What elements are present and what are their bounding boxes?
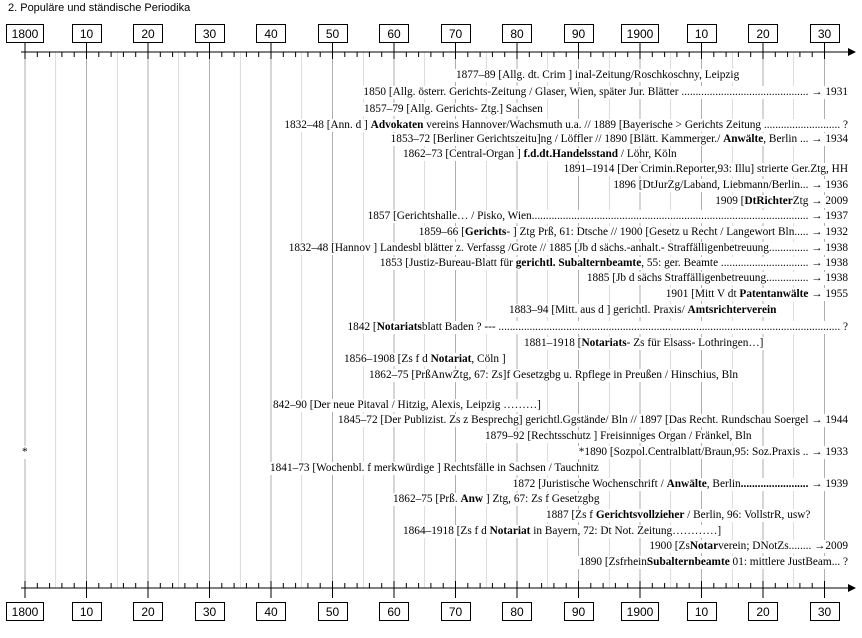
entry-text: verein; DNotZs........ →2009 — [718, 540, 848, 552]
entry-text: → 1955 — [808, 288, 848, 300]
entry-highlight: Subalternbeamte — [646, 556, 730, 568]
axis-arrow-icon — [848, 584, 856, 592]
periodical-entry — [347, 321, 849, 334]
periodical-entry — [283, 119, 849, 132]
periodical-entry — [367, 210, 849, 223]
entry-highlight: Gerichtsvollzieher — [595, 509, 685, 521]
periodical-entry — [578, 556, 849, 569]
entry-text: 1887 [Zs f — [546, 509, 596, 521]
entry-highlight: Advokaten — [370, 119, 424, 131]
entry-highlight: Notar — [689, 540, 719, 552]
year-label-20: 20 — [133, 24, 163, 43]
entry-text: , Berlin — [706, 478, 741, 490]
entry-text: 1862–75 [Prß. — [393, 493, 461, 505]
entry-text: 1856–1908 [Zs f d — [344, 353, 431, 365]
entry-text: 1896 [DtJurZg/Laband, Liebmann/Berlin... → 1936 — [613, 179, 848, 191]
entry-text: - Zs für Elsass- Lothringen…] — [626, 337, 764, 349]
year-label-50: 50 — [318, 602, 348, 621]
periodical-entry — [368, 369, 739, 382]
entry-text: , Berlin ... → 1934 — [763, 133, 848, 145]
periodical-entry — [362, 86, 849, 99]
entry-highlight: Notariats — [376, 321, 422, 333]
entry-text: 1883–94 [Mitt. aus d ] gerichtl. Praxis/ — [509, 304, 688, 316]
entry-highlight: DtRichter — [744, 195, 793, 207]
periodical-entry — [418, 226, 849, 239]
entry-text: 1890 [Zsfrhein — [579, 556, 647, 568]
year-label-30: 30 — [195, 24, 225, 43]
entry-text: → 1939 — [808, 478, 848, 490]
entry-highlight: Patentanwälte — [739, 288, 809, 300]
year-label-80: 80 — [502, 24, 532, 43]
year-label-90: 90 — [564, 602, 594, 621]
entry-text: 1891–1914 [Der Crimin.Reporter,93: Illu] strierte Ger.Ztg, HH — [563, 163, 848, 175]
axis-arrow-icon — [848, 48, 856, 56]
entry-text: 1877–89 [Allg. dt. Crim ] inal-Zeitung/Roschkoschny, Leipzig — [456, 69, 740, 81]
entry-highlight: Notariat — [430, 353, 472, 365]
entry-text: 1900 [Zs — [649, 540, 690, 552]
periodical-entry — [512, 478, 849, 491]
periodical-entry — [337, 414, 849, 427]
periodical-entry — [508, 304, 777, 317]
periodical-entry — [523, 337, 764, 350]
entry-text: *1890 [Sozpol.Centralblatt/Braun,95: Soz.Praxis .. → 1933 — [578, 446, 848, 458]
entry-highlight: Notariat — [489, 525, 531, 537]
entry-highlight: f.d.dt.Handelsstand — [523, 148, 619, 160]
periodical-entry — [612, 179, 849, 192]
year-label-40: 40 — [256, 24, 286, 43]
periodical-entry — [455, 69, 740, 82]
periodical-entry — [586, 272, 849, 285]
entry-text: 842–90 [Der neue Pitaval / Hitzig, Alexis, Leipzig ………] — [273, 399, 541, 411]
year-label-1800: 1800 — [6, 24, 44, 43]
year-label-50: 50 — [318, 24, 348, 43]
entry-text: / Löhr, Köln — [618, 148, 677, 160]
periodical-entry — [363, 103, 544, 116]
year-label-1900: 1900 — [621, 602, 659, 621]
year-label-30: 30 — [810, 602, 840, 621]
entry-text: 1853–72 [Berliner Gerichtszeitu]ng / Löffler // 1890 [Blätt. Kammerger./ — [390, 133, 724, 145]
entry-text: 1864–1918 [Zs f d — [403, 525, 490, 537]
year-label-40: 40 — [256, 602, 286, 621]
entry-text: 1842 [ — [347, 321, 377, 333]
entry-text: 1901 [Mitt V dt — [665, 288, 740, 300]
periodical-entry — [343, 353, 507, 366]
entry-text: blatt Baden ? --- ......................................................................................................................... ? — [421, 321, 848, 333]
periodical-entry — [21, 446, 29, 459]
entry-text: 1872 [Juristische Wochenschrift / — [512, 478, 667, 490]
year-label-20: 20 — [748, 24, 778, 43]
entry-highlight: Anwälte — [723, 133, 764, 145]
entry-text: 1857 [Gerichtshalle… / Pisko, Wien.................................................................................................. → 1937 — [367, 210, 848, 222]
periodical-entry — [714, 195, 849, 208]
entry-text: 1909 [ — [715, 195, 745, 207]
periodical-entry — [379, 257, 849, 270]
entry-highlight: gerichtl. Subalternbeamte — [515, 257, 642, 269]
entry-text: ] Ztg, 67: Zs f Gesetzgbg — [483, 493, 600, 505]
entry-text: vereins Hannover/Wachsmuth u.a. // 1889 [Bayerische > Gerichts Zeitung ........................... ? — [423, 119, 848, 131]
year-label-30: 30 — [810, 24, 840, 43]
entry-highlight: Notariats — [581, 337, 627, 349]
year-label-70: 70 — [441, 602, 471, 621]
entry-text: 1862–75 [PrßAnwZtg, 67: Zs]f Gesetzgbg u. Rpflege in Preußen / Hinschius, Bln — [369, 369, 738, 381]
entry-text: 1885 [Jb d sächs Straffälligenbetreuung............... → 1938 — [586, 272, 848, 284]
entry-text: , 55: ger. Beamte ............................... → 1938 — [641, 257, 848, 269]
periodical-entry — [269, 462, 600, 475]
periodical-entry — [648, 540, 849, 553]
periodical-entry — [392, 493, 600, 506]
entry-highlight: Anwälte — [666, 478, 707, 490]
entry-highlight: Gerichts — [464, 226, 507, 238]
entry-text: 1857–79 [Allg. Gerichts- Ztg.] Sachsen — [364, 103, 543, 115]
entry-highlight: Anw — [460, 493, 484, 505]
entry-text: - ] Ztg Prß, 61: Dtsche // 1900 [Gesetz u Recht / Langewort Bln..... → 1932 — [506, 226, 848, 238]
periodical-entry — [402, 525, 722, 538]
entry-text: 1853 [Justiz-Bureau-Blatt für — [379, 257, 516, 269]
year-label-90: 90 — [564, 24, 594, 43]
year-label-20: 20 — [133, 602, 163, 621]
year-label-20: 20 — [748, 602, 778, 621]
periodical-entry — [288, 242, 849, 255]
entry-text: 1841–73 [Wochenbl. f merkwürdige ] Rechtsfälle in Sachsen / Tauchnitz — [270, 462, 599, 474]
year-label-10: 10 — [687, 602, 717, 621]
periodical-entry — [578, 446, 849, 459]
year-label-1900: 1900 — [621, 24, 659, 43]
entry-text: 1859–66 [ — [418, 226, 465, 238]
entry-text: Ztg → 2009 — [792, 195, 848, 207]
year-label-30: 30 — [195, 602, 225, 621]
year-label-70: 70 — [441, 24, 471, 43]
entry-text: / Berlin, 96: VollstrR, usw? — [684, 509, 811, 521]
periodical-entry — [563, 163, 849, 176]
periodical-entry — [545, 509, 811, 522]
entry-text: 1832–48 [Hannov ] Landesbl blätter z. Verfassg /Grote // 1885 [Jb d sächs.-anhalt.- Straffälligenbetreuung.............. → 1938 — [288, 242, 848, 254]
entry-highlight: ........................ — [740, 478, 809, 490]
entry-text: 1850 [Allg. österr. Gerichts-Zeitung / Glaser, Wien, später Jur. Blätter ............................................. → 1931 — [363, 86, 848, 98]
entry-text: 1879–92 [Rechtsschutz ] Freisinniges Organ / Fränkel, Bln — [485, 430, 752, 442]
periodical-entry — [402, 148, 678, 161]
periodical-entry — [272, 399, 542, 412]
entry-text: * — [22, 446, 28, 458]
entry-highlight: Amtsrichterverein — [687, 304, 777, 316]
entry-text: in Bayern, 72: Dt Not. Zeitung…………] — [530, 525, 722, 537]
year-label-80: 80 — [502, 602, 532, 621]
periodical-entry — [390, 133, 849, 146]
periodical-entry — [484, 430, 753, 443]
entry-text: 1862–73 [Central-Organ ] — [403, 148, 524, 160]
year-label-10: 10 — [687, 24, 717, 43]
entry-text: 1845–72 [Der Publizist. Zs z Besprechg] gerichtl.Ggstände/ Bln // 1897 [Das Recht. Rundschau Soergel → 1944 — [338, 414, 848, 426]
year-label-10: 10 — [72, 24, 102, 43]
entry-text: 1832–48 [Ann. d ] — [284, 119, 371, 131]
entry-text: , Cöln ] — [471, 353, 506, 365]
entry-text: 1881–1918 [ — [524, 337, 582, 349]
entry-text: 01: mittlere JustBeam... ? — [729, 556, 848, 568]
periodical-entry — [665, 288, 849, 301]
page-heading: 2. Populäre und ständische Periodika — [8, 2, 191, 14]
year-label-1800: 1800 — [6, 602, 44, 621]
year-label-60: 60 — [379, 24, 409, 43]
year-label-10: 10 — [72, 602, 102, 621]
year-label-60: 60 — [379, 602, 409, 621]
